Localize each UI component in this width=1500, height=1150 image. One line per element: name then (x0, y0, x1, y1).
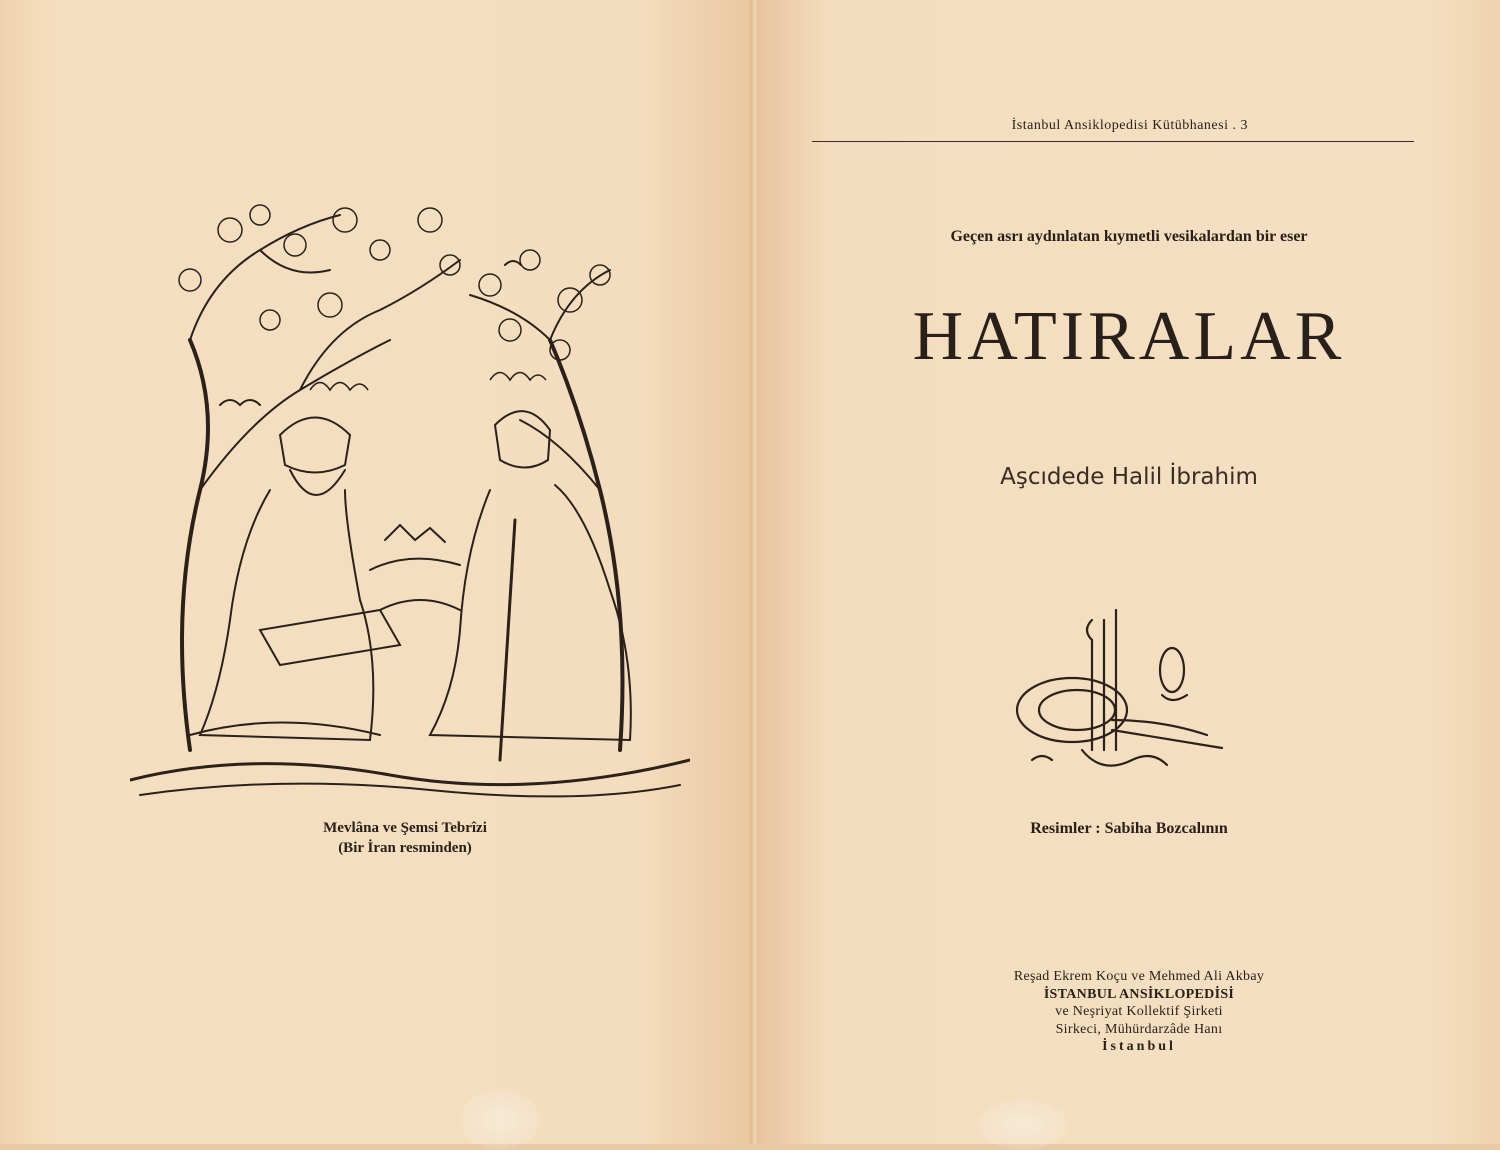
publisher-line-1: Reşad Ekrem Koçu ve Mehmed Ali Akbay (1013, 969, 1265, 984)
subtitle: Geçen asrı aydınlatan kıymetli vesikalardan bir eser (950, 228, 1308, 245)
book-title: HATIRALAR (912, 298, 1346, 375)
left-page (0, 0, 752, 1144)
right-page (758, 0, 1500, 1144)
paper-stain (460, 1090, 540, 1150)
tughra-icon (1012, 600, 1232, 790)
paper-stain (978, 1100, 1068, 1150)
publisher-line-2: İSTANBUL ANSİKLOPEDİSİ (1043, 986, 1235, 1002)
publisher-line-5: İstanbul (1102, 1039, 1176, 1054)
header-rule (812, 141, 1414, 142)
publisher-line-4: Sirkeci, Mühürdarzâde Hanı (1055, 1021, 1223, 1037)
caption-line-2: (Bir İran resminden) (338, 840, 472, 856)
caption-line-1: Mevlâna ve Şemsi Tebrîzi (323, 820, 487, 836)
publisher-line-3: ve Neşriyat Kollektif Şirketi (1055, 1004, 1223, 1019)
series-header: İstanbul Ansiklopedisi Kütübhanesi . 3 (1011, 118, 1248, 133)
publisher-block (758, 968, 1500, 1056)
author-name: Aşcıdede Halil İbrahim (1000, 464, 1258, 490)
illustrations-credit: Resimler : Sabiha Bozcalının (1030, 820, 1228, 837)
illustration-caption (250, 818, 560, 858)
mevlana-shams-illustration (130, 190, 690, 802)
